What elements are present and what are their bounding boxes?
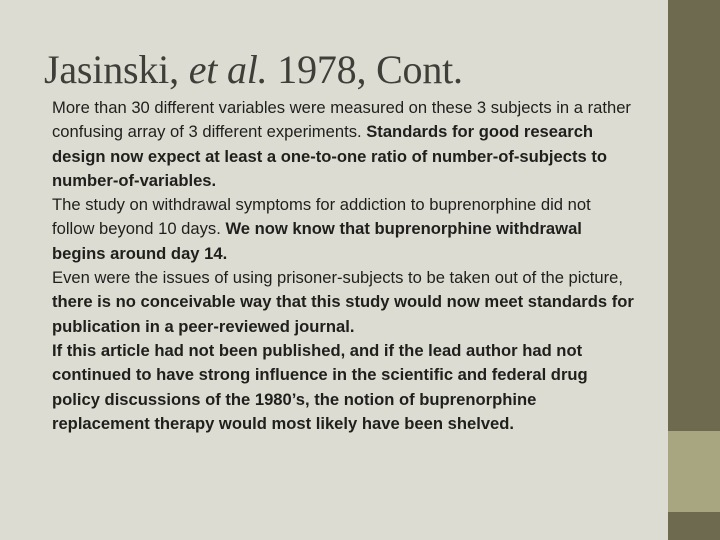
paragraph-text: More than 30 different variables were measured on these 3 subjects in a rather confusing array of 3 different experiments. [52, 98, 631, 142]
slide-body [52, 96, 637, 436]
paragraph-emphasis: Standards for good research design now expect at least a one-to-one ratio of number-of-subjects to number-of-variables. [52, 122, 608, 190]
paragraph-emphasis: there is no conceivable way that this study would now meet standards for publication in a peer-reviewed journal. [52, 292, 634, 336]
paragraph-text: Even were the issues of using prisoner-subjects to be taken out of the picture, [52, 268, 623, 288]
paragraph-emphasis: We now know that buprenorphine withdrawal begins around day 14. [52, 219, 582, 263]
paragraph-standards [52, 266, 637, 339]
paragraph-emphasis: If this article had not been published, and if the lead author had not continued to have strong influence in the scientific and federal drug policy discussions of the 1980’s, the notion of buprenorphine replacement therapy would most likely have been shelved. [52, 340, 588, 433]
paragraph-conclusion [52, 339, 637, 436]
sidebar-accent-block [668, 431, 720, 512]
slide-title [44, 46, 463, 94]
title-year: 1978, Cont. [267, 47, 463, 92]
title-et-al: et al. [188, 47, 268, 92]
title-author: Jasinski, [44, 47, 189, 92]
paragraph-withdrawal [52, 193, 637, 266]
paragraph-variables [52, 96, 637, 193]
paragraph-text: The study on withdrawal symptoms for addiction to buprenorphine did not follow beyond 10 days. [52, 195, 591, 239]
